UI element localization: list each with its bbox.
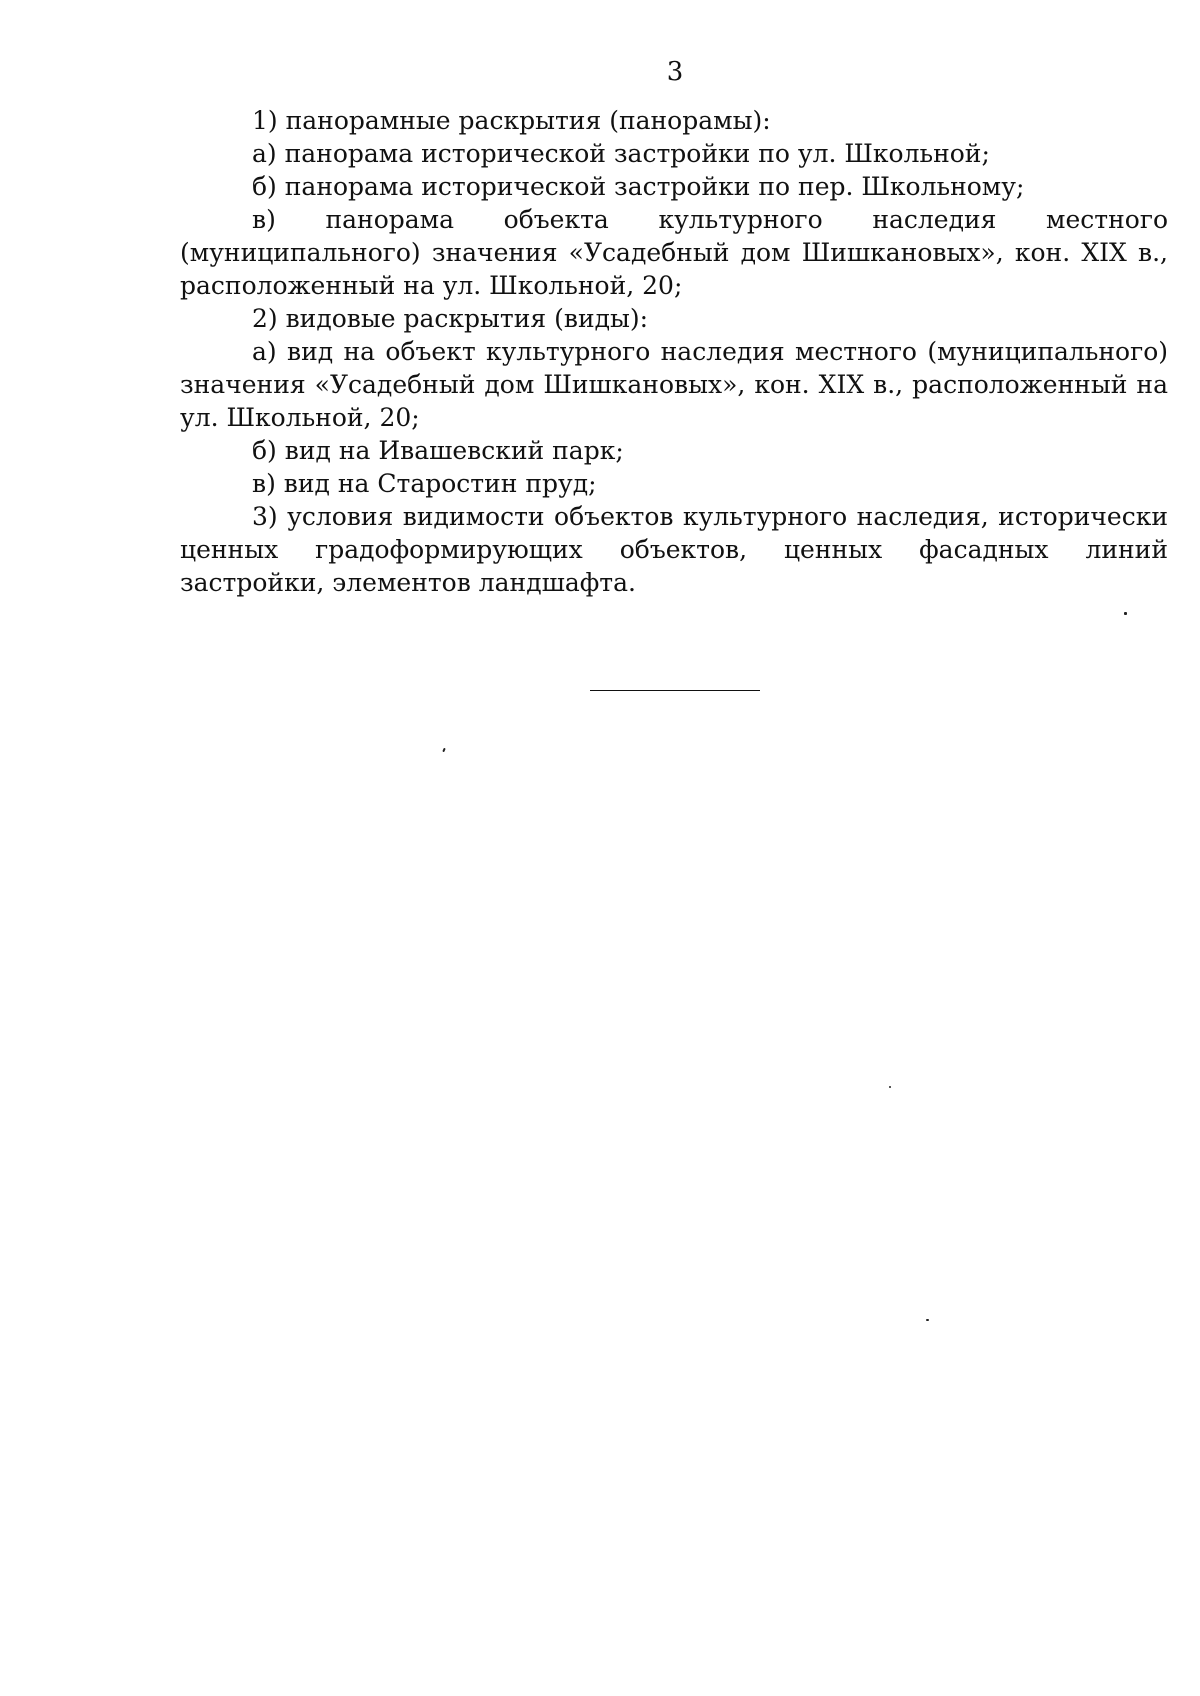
paragraph-item-1-panoramic-openings: 1) панорамные раскрытия (панорамы): bbox=[252, 106, 771, 135]
scan-speck bbox=[442, 748, 446, 752]
paragraph-item-2a: а) вид на объект культурного наследия местного (муниципального) значения «Усадебный дом Шишкановых», кон. XIX в., расположенный на ул. Школьной, 20; bbox=[180, 337, 1168, 432]
page-number: 3 bbox=[666, 57, 684, 87]
scan-speck bbox=[926, 1319, 929, 1321]
paragraph-item-2v: в) вид на Старостин пруд; bbox=[252, 469, 597, 498]
paragraph-item-1b: б) панорама исторической застройки по пер. Школьному; bbox=[252, 172, 1025, 201]
paragraph-item-2b: б) вид на Ивашевский парк; bbox=[252, 436, 624, 465]
scan-speck bbox=[1124, 612, 1127, 615]
paragraph-item-2-view-openings: 2) видовые раскрытия (виды): bbox=[252, 304, 649, 333]
document-body bbox=[180, 104, 1168, 599]
paragraph-item-1v: в) панорама объекта культурного наследия местного (муниципального) значения «Усадебный дом Шишкановых», кон. XIX в., расположенный на ул. Школьной, 20; bbox=[180, 205, 1168, 300]
paragraph-item-1a: а) панорама исторической застройки по ул. Школьной; bbox=[252, 139, 990, 168]
paragraph-item-3-visibility-conditions: 3) условия видимости объектов культурного наследия, исторически ценных градоформирующих объектов, ценных фасадных линий застройки, элементов ландшафта. bbox=[180, 502, 1168, 597]
end-separator-line bbox=[590, 690, 760, 691]
scan-speck bbox=[889, 1086, 891, 1088]
